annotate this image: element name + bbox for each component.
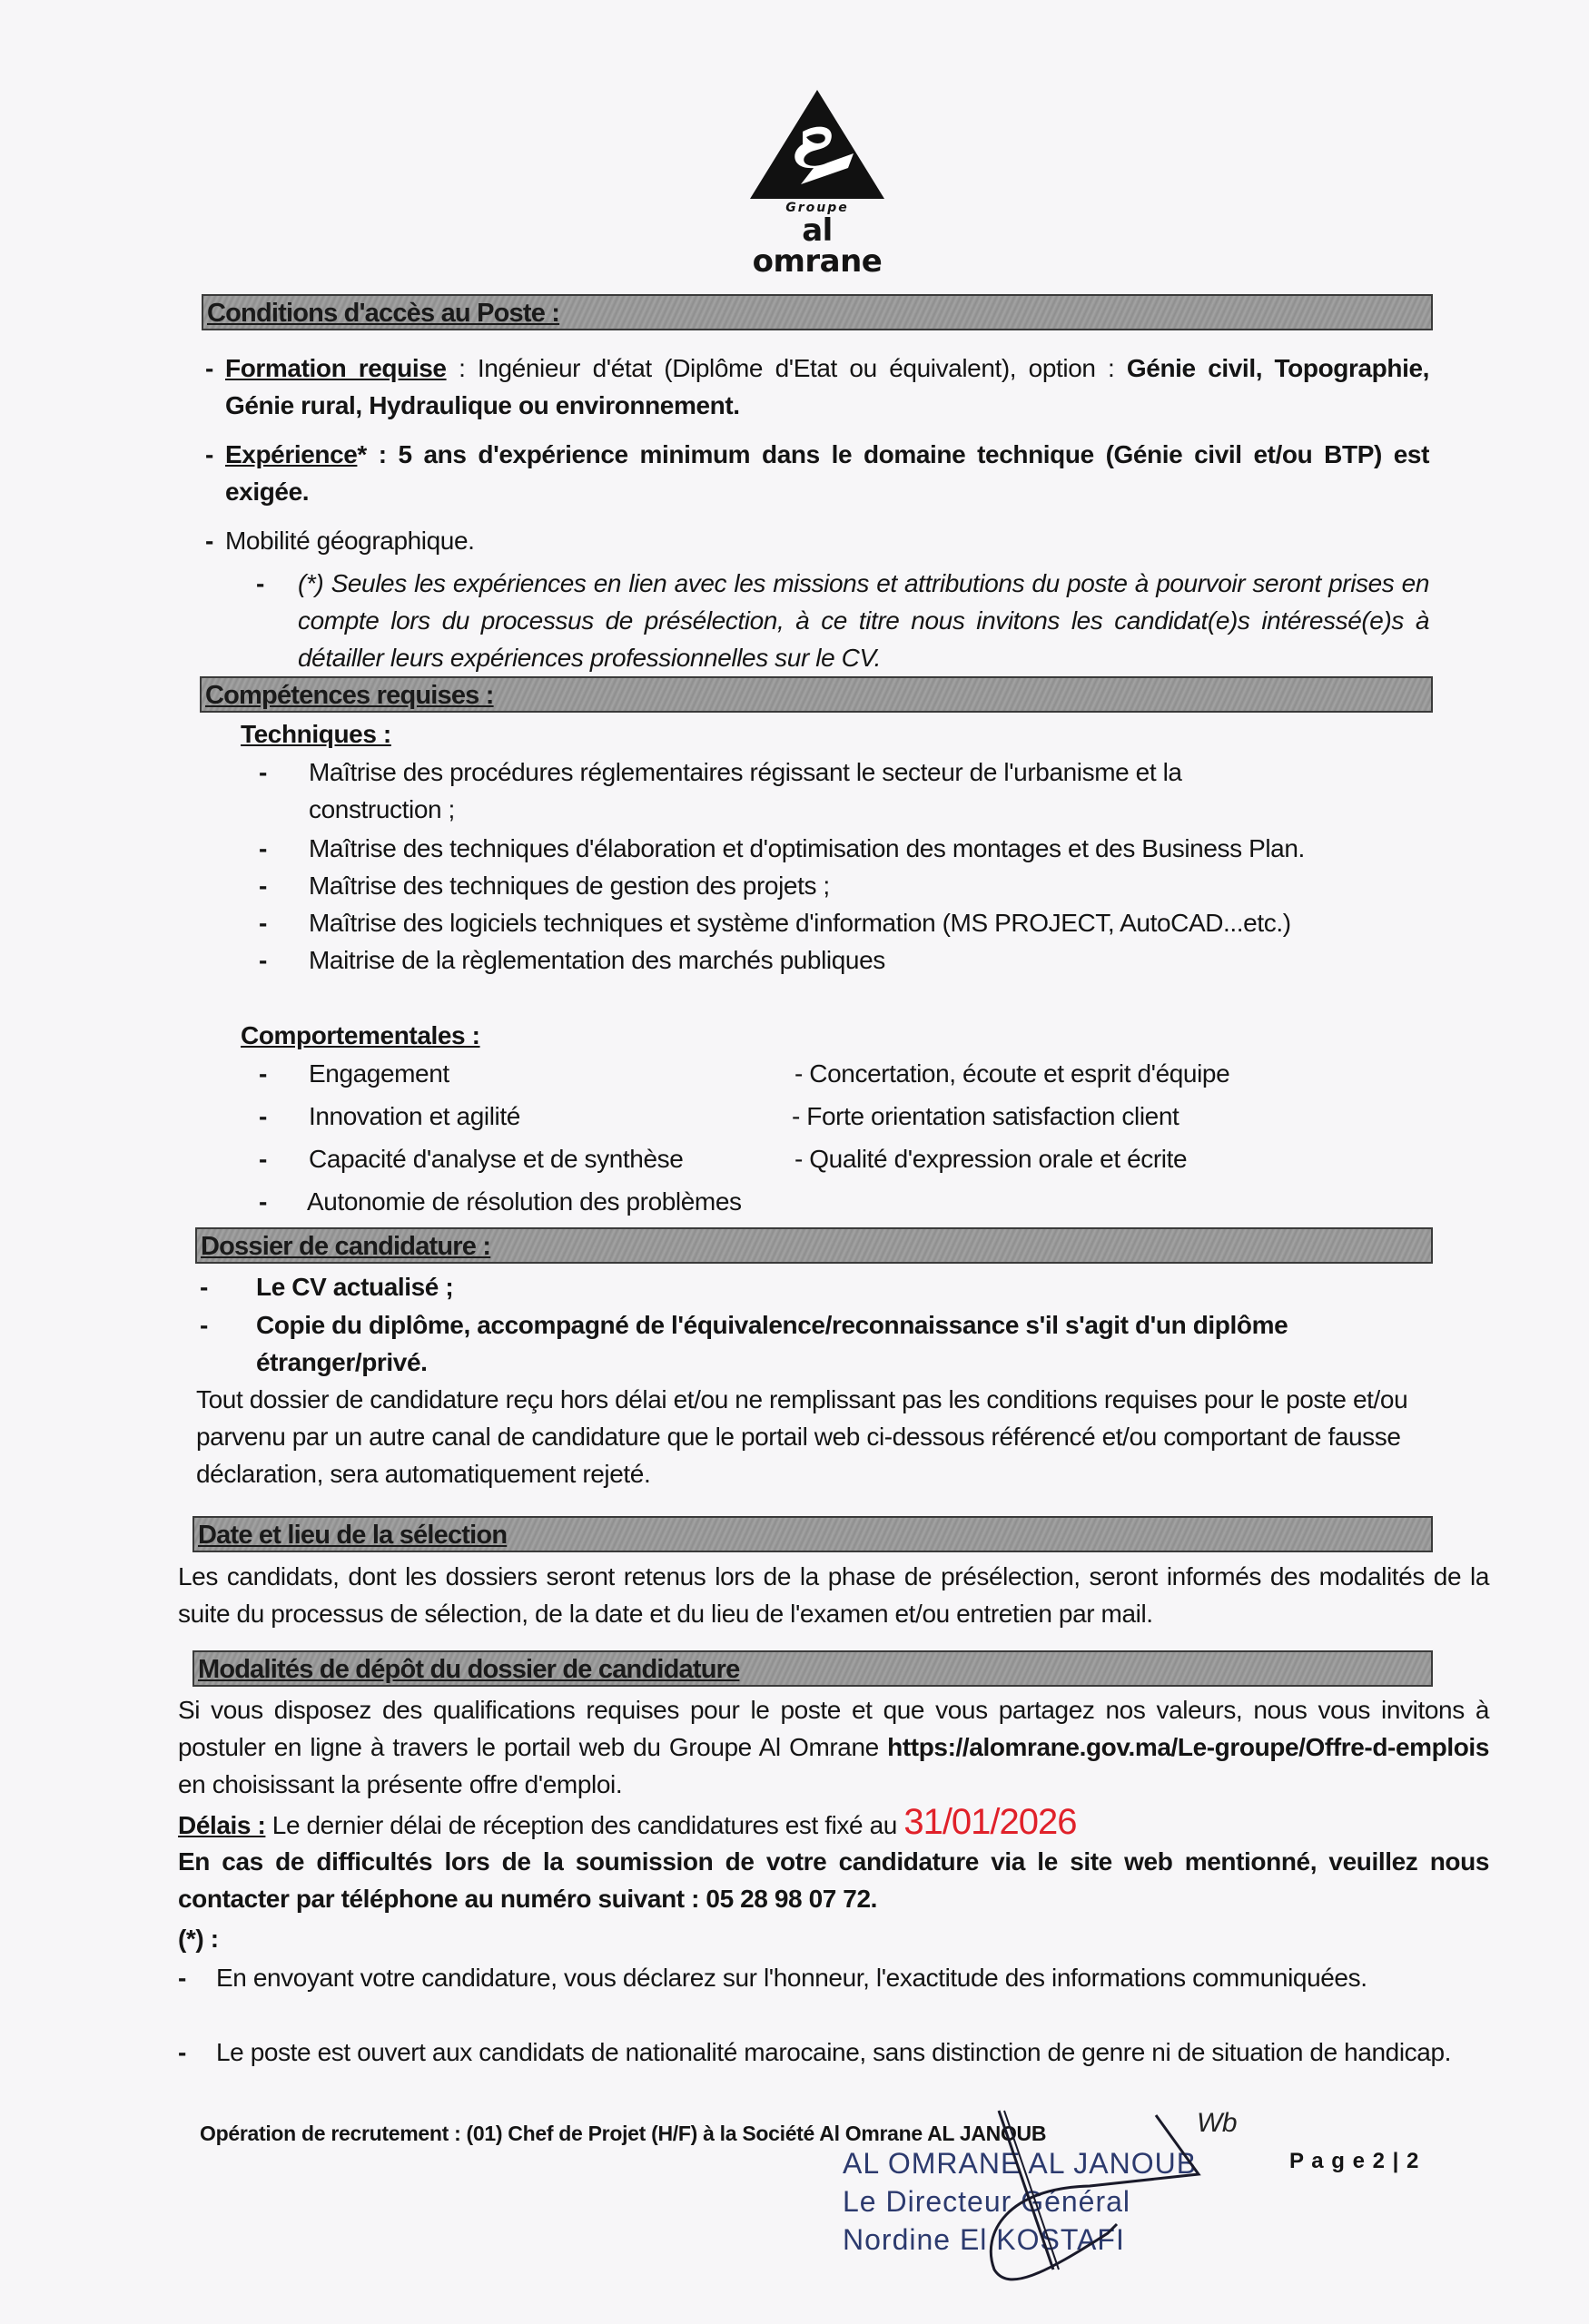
bullet: - [205,527,214,555]
document-page: Groupe al omrane Conditions d'accès au Poste : - Formation requise : Ingénieur d'état (Diplôme d'Etat ou équivalent), option : Génie civil, Topographie, Génie rural, Hydraulique ou environnement. - Expérience* : 5 ans d'expérience minimum dans le domaine technique (Génie civil et/ou BTP) est exigée. - Mobilité géographique. - (*) Seules les expériences en lien avec les missions et attributions du poste à pourvoir seront prises en compte lors du processus de présélection, à ce titre nous invitons les candidat(e)s intéressé(e)s à détailler leurs expériences professionnelles sur le CV. Compétences requises : Techniques : - Maîtrise des procédures réglementaires régissant le secteur de l'urbanisme et la construction ; - Maîtrise des techniques d'élaboration et d'optimisation des montages et des Business Plan. - Maîtrise des techniques de gestion des projets ; - Maîtrise des logiciels techniques et système d'information (MS PROJECT, AutoCAD...etc.) - Maitrise de la règlementation des marchés publiques Comportementales : - Engagement - Innovation et agilité - Capacité d'analyse et de synthèse - Autonomie de résolution des problèmes - Concertation, écoute et esprit d'équipe - Forte orientation satisfaction client - Qualité d'expression orale et écrite Dossier de candidature : - Le CV actualisé ; - Copie du diplôme, accompagné de l'équivalence/reconnaissance s'il s'agit d'un diplôme étranger/privé. Tout dossier de candidature reçu hors délai et/ou ne remplissant pas les conditions requises pour le poste et/ou parvenu par un autre canal de candidature que le portail web ci-dessous référencé et/ou comportant de fausse déclaration, sera automatiquement rejeté. Date et lieu de la sélection Les candidats, dont les dossiers seront retenus lors de la phase de présélection, seront informés des modalités de la suite du processus de sélection, de la date et du lieu de l'examen et/ou entretien par mail. Modalités de dépôt du dossier de candidature Si vous disposez des qualifications requises pour le poste et que vous partagez nos valeurs, nous vous invitons à postuler en ligne à travers le portail web du Groupe Al Omrane https://alomrane.gov.ma/Le-groupe/Offre-d-emplois en choisissant la présente offre d'emploi. Délais : Le dernier délai de réception des candidatures est fixé au 31/01/2026 En cas de difficultés lors de la soumission de votre candidature via le site web mentionné, veuillez nous contacter par téléphone au numéro suivant : 05 28 98 07 72. (*) : - En envoyant votre candidature, vous déclarez sur l'honneur, l'exactitude des informations communiquées. - Le poste est ouvert aux candidats de nationalité marocaine, sans distinction de genre ni de situation de handicap. Opération de recrutement : (01) Chef de Projet (H/F) à la Société Al Omrane AL JANOUB P a g e 2 | 2 AL OMRANE AL JANOUB Le Directeur Général Nordine El KOSTAFI Wb [0,0,1589,2324]
bullet: - [256,569,265,597]
technique-item: Maîtrise des techniques de gestion des projets ; [309,872,830,900]
modalites-paragraph: Si vous disposez des qualifications requises pour le poste et que vous partagez nos valeurs, nous vous invitons à postuler en ligne à travers le portail web du Groupe Al Omrane https://alomrane.gov.ma/Le-groupe/Offre-d-emplois en choisissant la présente offre d'emploi. [178,1696,1489,1798]
delais-label: Délais : [178,1811,266,1839]
dossier-paragraph: Tout dossier de candidature reçu hors délai et/ou ne remplissant pas les conditions requises pour le poste et/ou parvenu par un autre canal de candidature que le portail web ci-dessous référencé et/ou comportant de fausse déclaration, sera automatiquement rejeté. [196,1385,1408,1488]
experience-text: * : 5 ans d'expérience minimum dans le domaine technique (Génie civil et/ou BTP) est exigée. [225,440,1429,506]
stamp-line: Le Directeur Général [843,2185,1131,2218]
formation-text: : Ingénieur d'état (Diplôme d'Etat ou équivalent), option : [446,354,1127,382]
section-header-dossier [195,1227,1433,1264]
section-header-conditions [202,294,1433,330]
deadline-line: Délais : Le dernier délai de réception des candidatures est fixé au 31/01/2026 [178,1802,1077,1842]
behavioral-item: - Forte orientation satisfaction client [792,1102,1179,1130]
mobilite-requirement: Mobilité géographique. [225,527,475,555]
section-header-selection [192,1516,1433,1552]
al-omrane-logo [745,86,890,280]
comportementales-label: Comportementales : [241,1021,480,1049]
technique-item: Maîtrise des logiciels techniques et système d'information (MS PROJECT, AutoCAD...etc.) [309,909,1291,937]
recruitment-operation: Opération de recrutement : (01) Chef de Projet (H/F) à la Société Al Omrane AL JANOUB [200,2122,1047,2145]
contact-paragraph: En cas de difficultés lors de la soumission de votre candidature via le site web mentionné, veuillez nous contacter par téléphone au numéro suivant : 05 28 98 07 72. [178,1847,1489,1913]
experience-note: (*) Seules les expériences en lien avec les missions et attributions du poste à pourvoir seront prises en compte lors du processus de présélection, à ce titre nous invitons les candidat(e)s intéressé(e)s à détailler leurs expériences professionnelles sur le CV. [298,569,1429,672]
application-portal-link[interactable]: https://alomrane.gov.ma/Le-groupe/Offre-d-emplois [887,1733,1489,1761]
experience-requirement [225,436,1429,510]
behavioral-item: - Concertation, écoute et esprit d'équipe [794,1059,1230,1088]
formation-requirement [225,350,1429,424]
experience-label: Expérience [225,440,358,468]
behavioral-item: Engagement [309,1059,449,1088]
behavioral-item: Autonomie de résolution des problèmes [307,1187,742,1216]
technique-item: Maitrise de la règlementation des marchés publiques [309,946,885,974]
al-omrane-triangle-icon [746,86,888,204]
section-title: Modalités de dépôt du dossier de candidature [198,1655,740,1684]
stamp-line: Nordine El KOSTAFI [843,2223,1125,2256]
section-header-competences [200,676,1433,713]
eligibility-note: Le poste est ouvert aux candidats de nationalité marocaine, sans distinction de genre ni de situation de handicap. [216,2038,1451,2066]
bullet: - [205,440,214,468]
stamp-line: AL OMRANE AL JANOUB [843,2147,1198,2180]
declaration-note: En envoyant votre candidature, vous déclarez sur l'honneur, l'exactitude des informations communiquées. [216,1964,1367,1992]
section-title: Compétences requises : [205,681,494,710]
technique-item: Maîtrise des procédures réglementaires régissant le secteur de l'urbanisme et la construction ; [309,758,1182,823]
technique-item: Maîtrise des techniques d'élaboration et d'optimisation des montages et des Business Plan. [309,834,1305,862]
dossier-item: Copie du diplôme, accompagné de l'équivalence/reconnaissance s'il s'agit d'un diplôme étranger/privé. [256,1311,1288,1376]
formation-options: Génie civil, Topographie, Génie rural, Hydraulique ou environnement. [225,354,1430,419]
logo-groupe-text: Groupe [785,201,849,215]
section-title: Dossier de candidature : [201,1232,491,1261]
bullet: - [205,354,214,382]
logo-brand-text: al omrane [752,212,883,280]
techniques-label: Techniques : [241,720,391,748]
section-title: Date et lieu de la sélection [198,1521,508,1550]
selection-paragraph: Les candidats, dont les dossiers seront retenus lors de la phase de présélection, seront informés des modalités de la suite du processus de sélection, de la date et du lieu de l'examen et/ou entretien par mail. [178,1562,1489,1628]
formation-label: Formation requise [225,354,447,382]
dossier-item: Le CV actualisé ; [256,1273,454,1301]
section-header-modalites [192,1650,1433,1687]
asterisk-label: (*) : [178,1925,219,1953]
company-stamp [843,2144,1197,2259]
page-number: P a g e 2 | 2 [1289,2149,1420,2173]
deadline-date: 31/01/2026 [903,1802,1077,1842]
behavioral-item: Innovation et agilité [309,1102,520,1130]
behavioral-item: - Qualité d'expression orale et écrite [794,1145,1188,1173]
section-title: Conditions d'accès au Poste : [207,299,560,328]
behavioral-item: Capacité d'analyse et de synthèse [309,1145,684,1173]
handwritten-initials: Wb [1197,2108,1238,2138]
